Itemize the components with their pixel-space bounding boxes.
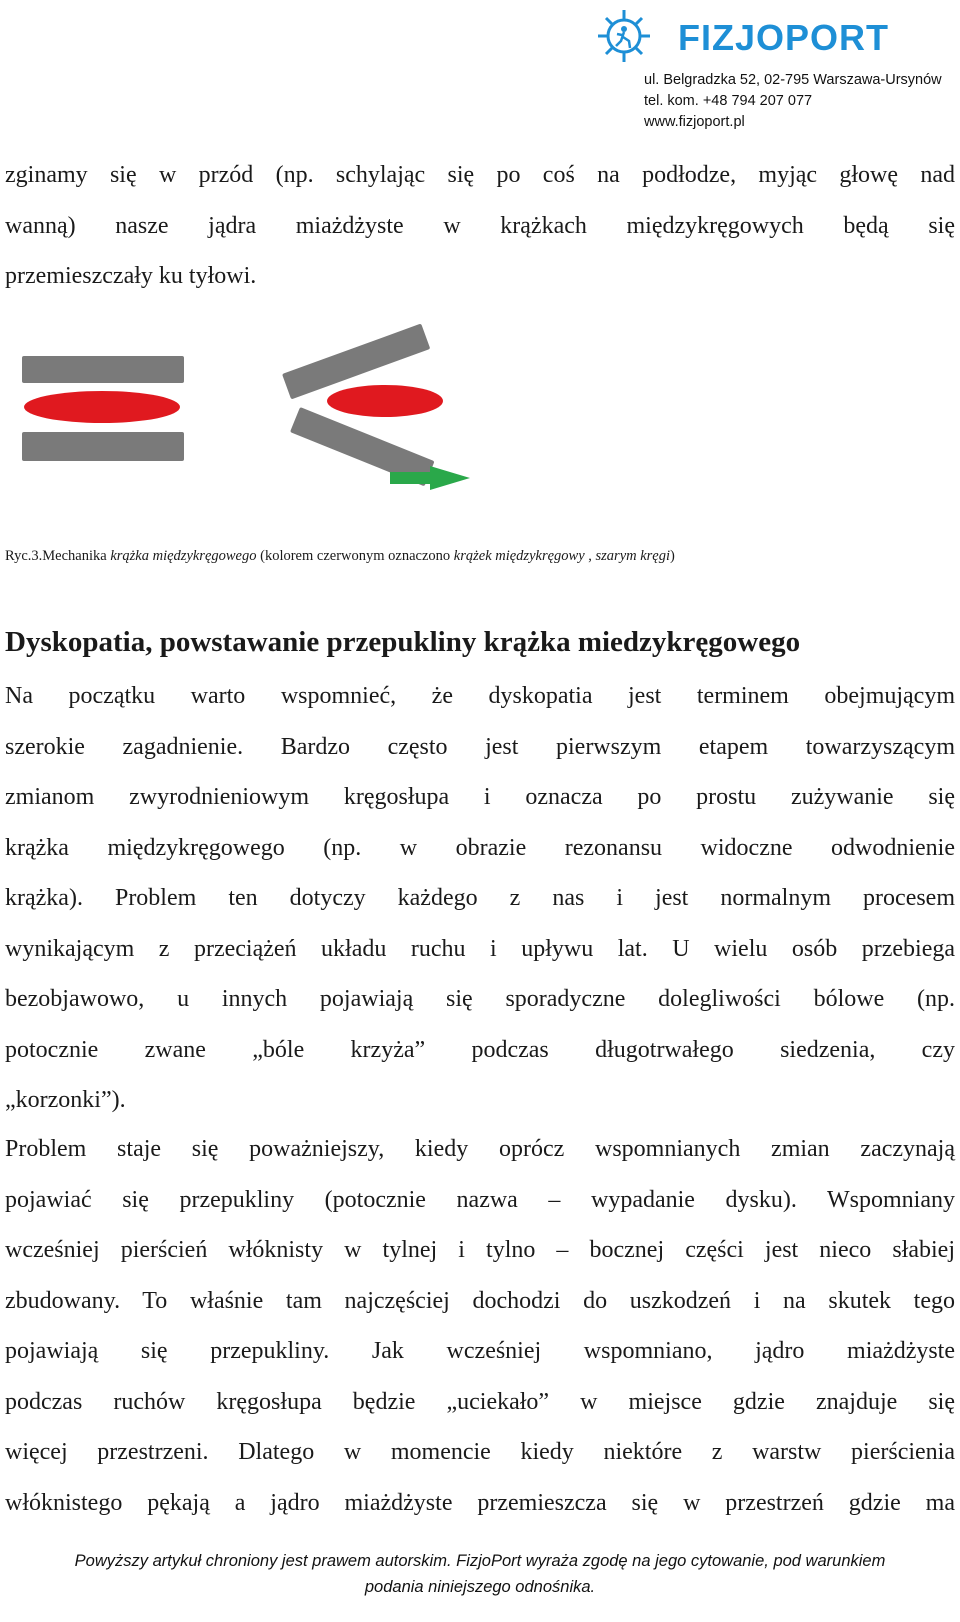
text-line: zmianom zwyrodnieniowym kręgosłupa i oznacza po prostu zużywanie się (5, 784, 955, 810)
vertebra-left-top (22, 356, 184, 383)
logo-text: FIZJOPORT (678, 17, 890, 58)
website-link[interactable]: www.fizjoport.pl (644, 114, 745, 130)
text-line: bezobjawowo, u innych pojawiają się sporadyczne dolegliwości bólowe (np. (5, 986, 955, 1012)
text-line: krążka międzykręgowego (np. w obrazie rezonansu widoczne odwodnienie (5, 834, 955, 861)
text-line: zbudowany. To właśnie tam najczęściej dochodzi do uszkodzeń i na skutek tego (5, 1287, 955, 1314)
text-line: „korzonki”). (5, 1087, 126, 1113)
logo-compass-icon (594, 4, 654, 64)
address: ul. Belgradzka 52, 02-795 Warszawa-Ursynów (644, 72, 942, 88)
logo (614, 6, 960, 58)
text-line: wcześniej pierścień włóknisty w tylnej i tylno – bocznej części jest nieco słabiej (5, 1237, 955, 1263)
text-line: włóknistego pękają a jądro miażdżyste przemieszcza się w przestrzeń gdzie ma (5, 1489, 955, 1516)
disc-mechanics-figure (0, 320, 500, 510)
phone: tel. kom. +48 794 207 077 (644, 93, 813, 109)
contact-info (644, 70, 942, 133)
text-line: zginamy się w przód (np. schylając się po coś na podłodze, myjąc głowę nad (5, 162, 955, 188)
paragraph-przepukliny (5, 1124, 955, 1528)
footer-line-2: podania niniejszego odnośnika. (364, 1578, 596, 1596)
disc-right (327, 385, 443, 417)
paragraph-dyskopatia (5, 671, 955, 1126)
text-line: pojawiać się przepukliny (potocznie nazwa – wypadanie dysku). Wspomniany (5, 1186, 955, 1213)
text-line: przemieszczały ku tyłowi. (5, 263, 257, 289)
copyright-footer (0, 1548, 960, 1600)
figure-caption: Ryc.3.Mechanika krążka międzykręgowego (kolorem czerwonym oznaczono krążek międzykręgowy , szarym kręgi) (5, 548, 675, 564)
vertebra-left-bottom (22, 432, 184, 461)
text-line: podczas ruchów kręgosłupa będzie „uciekało” w miejsce gdzie znajduje się (5, 1388, 955, 1415)
text-line: więcej przestrzeni. Dlatego w momencie kiedy niektóre z warstw pierścienia (5, 1439, 955, 1465)
text-line: Problem staje się poważniejszy, kiedy oprócz wspomnianych zmian zaczynają (5, 1136, 955, 1162)
section-heading: Dyskopatia, powstawanie przepukliny krążka miedzykręgowego (5, 626, 801, 658)
text-line: Na początku warto wspomnieć, że dyskopatia jest terminem obejmującym (5, 683, 955, 709)
intro-paragraph (5, 150, 955, 302)
disc-left (24, 391, 180, 423)
text-line: potocznie zwane „bóle krzyża” podczas długotrwałego siedzenia, czy (5, 1036, 955, 1063)
text-line: wynikającym z przeciążeń układu ruchu i upływu lat. U wielu osób przebiega (5, 935, 955, 962)
text-line: pojawiają się przepukliny. Jak wcześniej wspomniano, jądro miażdżyste (5, 1338, 955, 1364)
text-line: krążka). Problem ten dotyczy każdego z nas i jest normalnym procesem (5, 885, 955, 911)
footer-line-1: Powyższy artykuł chroniony jest prawem autorskim. FizjoPort wyraża zgodę na jego cytowanie, pod warunkiem (74, 1552, 886, 1570)
text-line: szerokie zagadnienie. Bardzo często jest pierwszym etapem towarzyszącym (5, 733, 955, 760)
text-line: wanną) nasze jądra miażdżyste w krążkach międzykręgowych będą się (5, 212, 955, 239)
